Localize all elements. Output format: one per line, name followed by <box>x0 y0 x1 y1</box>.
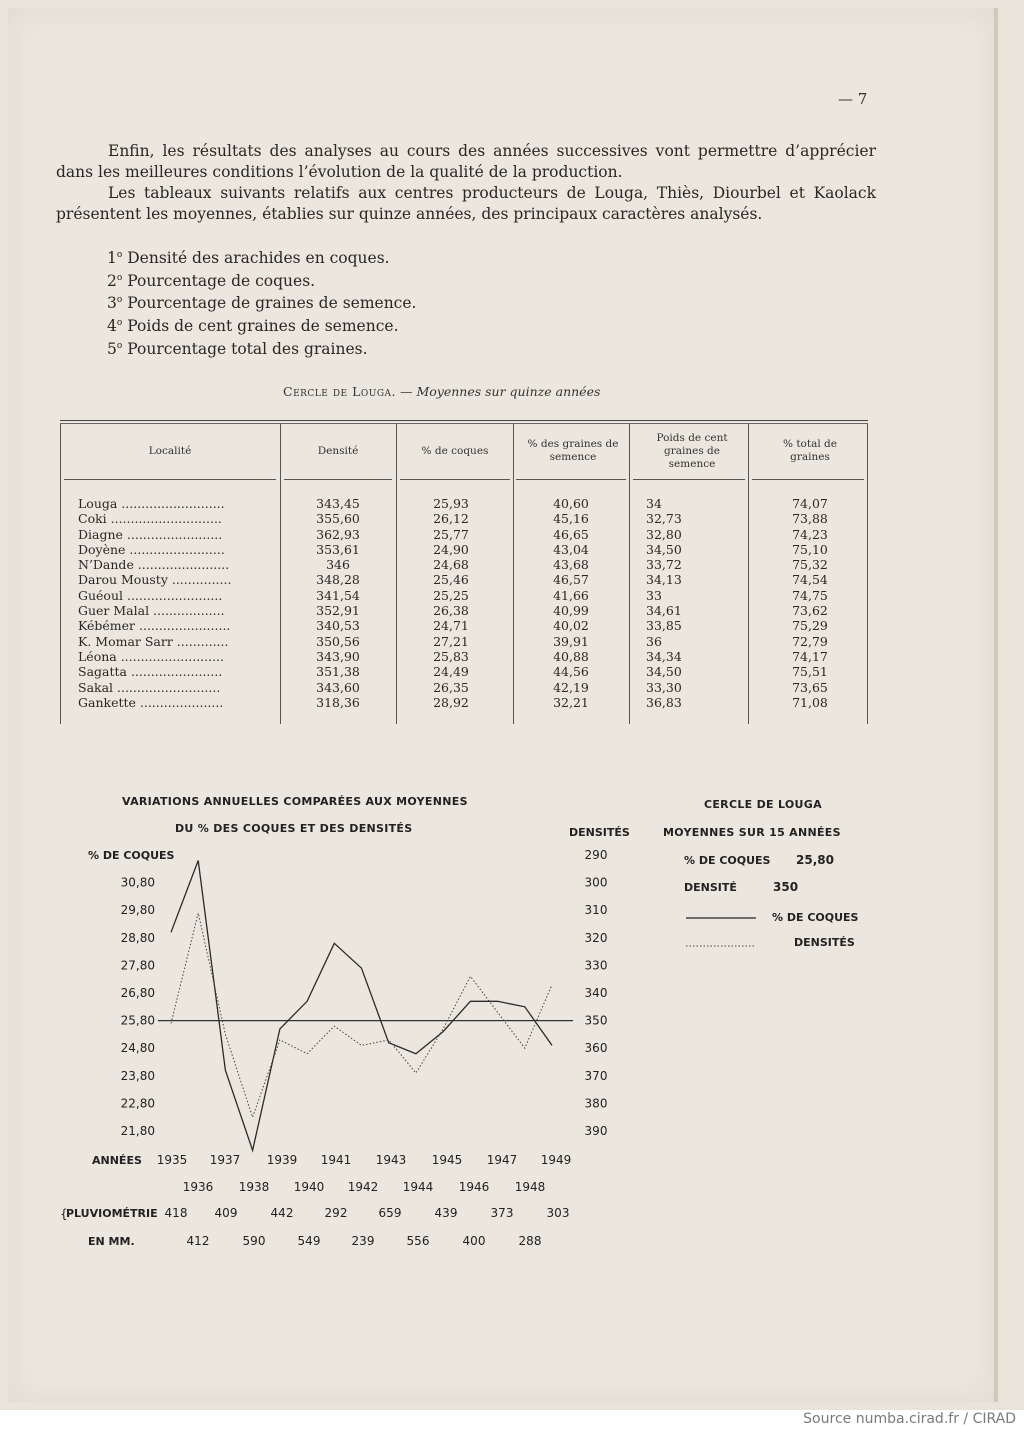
cell-densite: 362,93 <box>316 526 360 542</box>
table-divider <box>396 424 397 724</box>
cell-poids: 36 <box>646 633 662 649</box>
right-tick-label: 330 <box>584 958 608 973</box>
series-line-densites <box>171 913 552 1117</box>
legend-title: CERCLE DE LOUGA <box>704 798 822 811</box>
cell-coques: 26,12 <box>433 511 469 527</box>
row-localite: Coki ............................ <box>78 511 222 527</box>
pluvio-value: 303 <box>546 1206 570 1220</box>
years-top-row <box>157 1153 572 1167</box>
year-label: 1947 <box>486 1153 518 1167</box>
chart-legend <box>663 798 859 949</box>
chart-subtitle: DU % DES COQUES ET DES DENSITÉS <box>175 822 413 835</box>
right-tick-label: 390 <box>584 1124 608 1138</box>
cell-coques: 25,93 <box>433 496 469 511</box>
legend-subtitle: MOYENNES SUR 15 ANNÉES <box>663 826 841 839</box>
row-localite: Guéoul ........................ <box>78 587 223 603</box>
cell-coques: 25,83 <box>433 648 469 664</box>
cell-total: 74,17 <box>792 648 828 664</box>
row-localite: Gankette ..................... <box>78 694 224 710</box>
page-number: — 7 <box>838 90 868 108</box>
table-caption-title: Cercle de Louga. <box>283 384 397 399</box>
table-caption <box>283 384 600 399</box>
cell-poids: 34,50 <box>646 664 682 680</box>
cell-total: 74,75 <box>792 587 828 603</box>
left-axis-ticks <box>121 876 155 1138</box>
cell-coques: 28,92 <box>433 694 469 710</box>
legend-coques-label: % DE COQUES <box>684 854 771 867</box>
left-axis-label: % DE COQUES <box>88 849 175 862</box>
column-densite <box>290 496 386 710</box>
cell-semence: 40,02 <box>553 618 589 634</box>
cell-densite: 353,61 <box>316 541 360 557</box>
chart-title: VARIATIONS ANNUELLES COMPARÉES AUX MOYENNES <box>122 795 468 808</box>
column-semence <box>522 496 620 710</box>
row-localite: K. Momar Sarr ............. <box>78 633 229 649</box>
left-tick-label: 25,80 <box>120 1013 155 1028</box>
pluvio-value: 439 <box>434 1206 458 1220</box>
row-localite: Diagne ........................ <box>78 526 223 542</box>
right-tick-label: 360 <box>584 1041 608 1056</box>
cell-semence: 43,04 <box>553 541 589 557</box>
column-poids <box>646 496 726 710</box>
year-label: 1935 <box>156 1153 188 1167</box>
right-tick-label: 340 <box>584 986 608 1000</box>
pluvio-value: 549 <box>297 1234 321 1248</box>
cell-total: 75,10 <box>792 541 828 557</box>
pluvio-value: 590 <box>242 1234 266 1248</box>
source-credit: Source numba.cirad.fr / CIRAD <box>803 1411 1016 1427</box>
row-localite: Guer Malal .................. <box>78 603 225 619</box>
table-border <box>867 424 868 724</box>
year-label: 1949 <box>540 1153 572 1167</box>
cell-total: 75,51 <box>792 664 828 680</box>
cell-total: 72,79 <box>792 633 828 649</box>
year-label: 1936 <box>182 1180 214 1194</box>
years-label: ANNÉES <box>92 1154 142 1167</box>
cell-total: 74,54 <box>792 572 828 588</box>
cell-total: 74,23 <box>792 526 828 542</box>
cell-poids: 33,72 <box>646 557 682 573</box>
characters-list <box>107 246 416 359</box>
cell-densite: 352,91 <box>316 603 360 619</box>
year-label: 1938 <box>238 1180 270 1194</box>
cell-densite: 348,28 <box>316 572 360 588</box>
table-divider <box>748 424 749 724</box>
years-bottom-row <box>183 1180 546 1194</box>
right-tick-label: 370 <box>584 1068 608 1083</box>
pluvio-value: 418 <box>164 1206 188 1220</box>
cell-poids: 34,13 <box>646 572 682 588</box>
pluvio-value: 373 <box>490 1206 514 1220</box>
year-label: 1945 <box>431 1153 463 1167</box>
cell-semence: 41,66 <box>553 587 589 603</box>
list-item: 4$^o$ Poids de cent graines de semence. <box>107 317 399 336</box>
year-label: 1944 <box>402 1180 434 1194</box>
cell-total: 75,29 <box>792 618 828 634</box>
header-localite: Localité <box>148 444 192 457</box>
right-tick-label: 310 <box>584 903 608 918</box>
intro-paragraph-2: Les tableaux suivants relatifs aux centres producteurs de Louga, Thiès, Diourbel et Kaolack présentent les moyennes, établies sur quinze années, des principaux caractères analysés. <box>56 184 876 223</box>
year-label: 1939 <box>266 1153 298 1167</box>
header-total: % total de graines <box>783 438 837 463</box>
intro-paragraph-1: Enfin, les résultats des analyses au cours des années successives vont permettre d’apprécier dans les meilleures conditions l’évolution de la qualité de la production. <box>56 142 876 181</box>
left-tick-label: 28,80 <box>120 930 155 945</box>
table-caption-subtitle: — Moyennes sur quinze années <box>400 384 601 399</box>
cell-densite: 318,36 <box>316 694 360 710</box>
cell-semence: 46,57 <box>553 572 589 588</box>
pluvio-value: 400 <box>462 1234 486 1248</box>
cell-semence: 40,60 <box>553 496 589 511</box>
cell-semence: 40,99 <box>553 603 589 619</box>
pluvio-value: 442 <box>270 1206 294 1220</box>
left-tick-label: 21,80 <box>120 1124 155 1138</box>
pluvio-unit: EN MM. <box>88 1235 135 1248</box>
pluvio-label: PLUVIOMÉTRIE <box>66 1207 158 1220</box>
pluvio-value: 409 <box>214 1206 238 1220</box>
pluvio-value: 288 <box>518 1234 542 1248</box>
row-localite: Louga .......................... <box>78 496 225 511</box>
year-label: 1946 <box>458 1180 490 1194</box>
left-tick-label: 26,80 <box>120 986 155 1000</box>
right-tick-label: 290 <box>584 848 608 862</box>
year-label: 1942 <box>347 1180 379 1194</box>
cell-semence: 40,88 <box>553 648 589 664</box>
row-localite: N’Dande ....................... <box>78 557 230 573</box>
list-item: 5$^o$ Pourcentage total des graines. <box>107 339 368 358</box>
cell-coques: 27,21 <box>433 633 469 649</box>
table-divider <box>513 424 514 724</box>
cell-poids: 33,85 <box>646 618 682 634</box>
cell-total: 71,08 <box>792 694 828 710</box>
right-tick-label: 380 <box>584 1096 608 1111</box>
header-densite: Densité <box>317 444 359 457</box>
cell-poids: 34,61 <box>646 603 682 619</box>
cell-densite: 351,38 <box>316 664 360 680</box>
cell-coques: 25,77 <box>433 526 469 542</box>
pluvio-value: 659 <box>378 1206 402 1220</box>
left-tick-label: 23,80 <box>120 1068 155 1083</box>
series-line-coques <box>171 861 552 1151</box>
cell-semence: 39,91 <box>553 633 589 649</box>
cell-coques: 26,38 <box>433 603 469 619</box>
cell-semence: 45,16 <box>553 511 589 527</box>
cell-total: 75,32 <box>792 557 828 573</box>
cell-densite: 343,60 <box>316 679 360 695</box>
left-tick-label: 30,80 <box>120 875 155 890</box>
year-label: 1948 <box>514 1180 546 1194</box>
cell-coques: 24,49 <box>433 664 469 680</box>
cell-poids: 32,80 <box>646 526 682 542</box>
header-semence: % des graines de semence <box>527 438 619 463</box>
cell-poids: 34,50 <box>646 541 682 557</box>
cell-semence: 42,19 <box>553 679 589 695</box>
column-total <box>760 496 860 710</box>
header-poids: Poids de cent graines de semence <box>656 431 728 470</box>
cell-coques: 24,71 <box>433 618 469 634</box>
cell-total: 74,07 <box>792 496 828 511</box>
cell-poids: 33,30 <box>646 679 682 695</box>
left-tick-label: 22,80 <box>120 1096 155 1111</box>
right-tick-label: 300 <box>584 875 608 890</box>
row-localite: Sakal .......................... <box>78 679 221 695</box>
pluvio-value: 292 <box>324 1206 348 1220</box>
cell-densite: 355,60 <box>316 511 360 527</box>
cell-poids: 36,83 <box>646 694 682 710</box>
row-localite: Darou Mousty ............... <box>78 572 232 588</box>
cell-semence: 44,56 <box>553 664 589 680</box>
legend-solid-label: % DE COQUES <box>772 911 859 924</box>
cell-poids: 32,73 <box>646 511 682 527</box>
chart-area <box>0 780 1024 1280</box>
pluvio-top-row <box>165 1206 570 1220</box>
list-item: 1$^o$ Densité des arachides en coques. <box>107 249 390 268</box>
pluvio-value: 412 <box>186 1234 210 1248</box>
pluvio-bottom-row <box>187 1234 542 1248</box>
legend-densite-value: 350 <box>773 880 799 894</box>
variations-chart <box>0 780 1024 1280</box>
cell-densite: 346 <box>326 557 350 573</box>
cell-semence: 32,21 <box>553 694 589 710</box>
column-localite <box>78 496 278 710</box>
pluvio-value: 556 <box>406 1234 430 1248</box>
row-localite: Léona .......................... <box>78 648 225 664</box>
cell-total: 73,65 <box>792 679 828 695</box>
legend-densite-label: DENSITÉ <box>684 881 737 894</box>
pluvio-brace: { <box>60 1207 68 1221</box>
list-item: 2$^o$ Pourcentage de coques. <box>107 271 316 290</box>
row-localite: Kébémer ....................... <box>78 618 231 634</box>
legend-coques-value: 25,80 <box>796 853 834 867</box>
cell-poids: 34,34 <box>646 648 682 664</box>
left-tick-label: 27,80 <box>120 958 155 973</box>
cell-total: 73,62 <box>792 603 828 619</box>
left-tick-label: 24,80 <box>120 1041 155 1056</box>
legend-dotted-label: DENSITÉS <box>794 936 855 949</box>
cell-coques: 24,68 <box>433 557 469 573</box>
intro-text <box>56 141 876 225</box>
pluvio-value: 239 <box>351 1234 375 1248</box>
cell-densite: 350,56 <box>316 633 360 649</box>
year-label: 1941 <box>320 1153 352 1167</box>
right-tick-label: 320 <box>584 930 608 945</box>
row-localite: Sagatta ....................... <box>78 664 223 680</box>
cell-semence: 46,65 <box>553 526 589 542</box>
left-tick-label: 29,80 <box>120 903 155 918</box>
cell-densite: 341,54 <box>316 587 360 603</box>
column-coques <box>404 496 498 710</box>
cell-poids: 34 <box>646 496 662 511</box>
right-axis-ticks <box>585 848 608 1138</box>
table-divider <box>629 424 630 724</box>
cell-total: 73,88 <box>792 511 828 527</box>
right-axis-label: DENSITÉS <box>569 826 630 839</box>
row-localite: Doyène ........................ <box>78 541 225 557</box>
list-item: 3$^o$ Pourcentage de graines de semence. <box>107 294 417 313</box>
cell-semence: 43,68 <box>553 557 589 573</box>
cell-densite: 343,45 <box>316 496 360 511</box>
cell-coques: 26,35 <box>433 679 469 695</box>
cell-poids: 33 <box>646 587 662 603</box>
cell-coques: 24,90 <box>433 541 469 557</box>
cell-coques: 25,25 <box>433 587 469 603</box>
right-tick-label: 350 <box>584 1013 608 1028</box>
year-label: 1943 <box>375 1153 407 1167</box>
cell-coques: 25,46 <box>433 572 469 588</box>
year-label: 1937 <box>209 1153 241 1167</box>
cell-densite: 340,53 <box>316 618 360 634</box>
header-coques: % de coques <box>421 444 489 457</box>
year-label: 1940 <box>293 1180 325 1194</box>
cell-densite: 343,90 <box>316 648 360 664</box>
louga-table <box>60 420 868 724</box>
